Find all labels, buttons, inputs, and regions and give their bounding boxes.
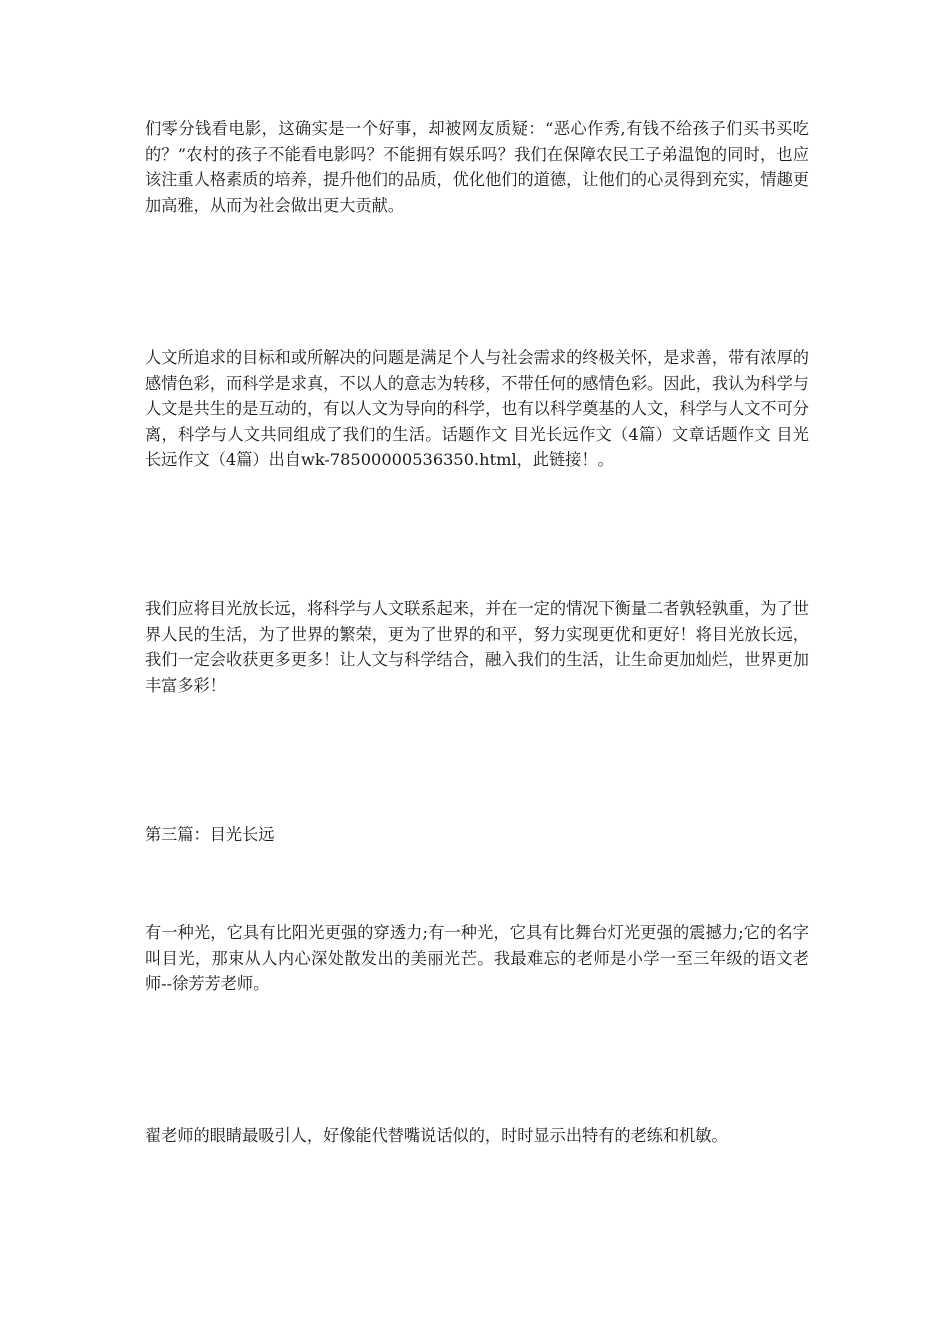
paragraph-teacher-eyes: 翟老师的眼睛最吸引人，好像能代替嘴说话似的，时时显示出特有的老练和机敏。 <box>145 1126 728 1145</box>
paragraph-look-far-ahead: 我们应将目光放长远，将科学与人文联系起来，并在一定的情况下衡量二者孰轻孰重，为了世界人民的生活，为了世界的繁荣，更为了世界的和平，努力实现更优和更好！将目光放长远，我们一定会收获更多更多！让人文与科学结合，融入我们的生活，让生命更加灿烂，世界更加丰富多彩！ <box>145 599 809 695</box>
paragraph-kind-of-light: 有一种光，它具有比阳光更强的穿透力;有一种光，它具有比舞台灯光更强的震撼力;它的名字叫目光，那束从人内心深处散发出的美丽光芒。我最难忘的老师是小学一至三年级的语文老师--徐芳芳老师。 <box>145 923 809 994</box>
paragraph-humanities-and-science: 人文所追求的目标和或所解决的问题是满足个人与社会需求的终极关怀，是求善，带有浓厚的感情色彩，而科学是求真，不以人的意志为转移，不带任何的感情色彩。因此，我认为科学与人文是共生的是互动的，有以人文为导向的科学，也有以科学奠基的人文，科学与人文不可分离，科学与人文共同组成了我们的生活。话题作文 目光长远作文（4篇）文章话题作文 目光长远作文（4篇）出自wk-78500000536350.html，此链接！。 <box>145 348 809 470</box>
paragraph-rural-children-movies: 们零分钱看电影，这确实是一个好事，却被网友质疑：“恶心作秀,有钱不给孩子们买书买吃的？”农村的孩子不能看电影吗？不能拥有娱乐吗？我们在保障农民工子弟温饱的同时，也应该注重人格素质的培养，提升他们的品质，优化他们的道德，让他们的心灵得到充实，情趣更加高雅，从而为社会做出更大贡献。 <box>145 119 809 215</box>
section-heading-part-three: 第三篇：目光长远 <box>145 825 275 844</box>
